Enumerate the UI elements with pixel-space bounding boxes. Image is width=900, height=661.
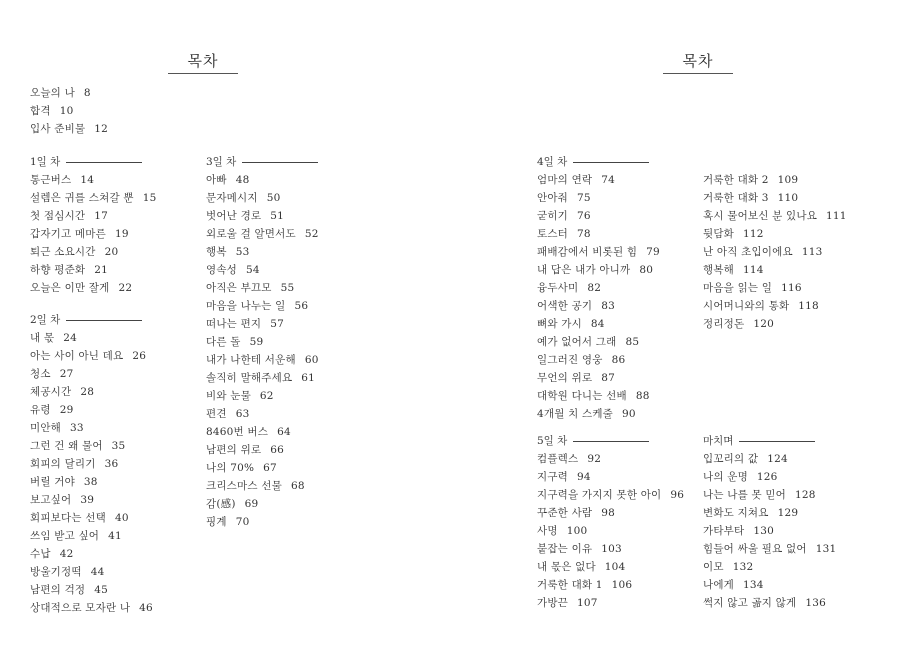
toc-entry[interactable] [30,120,108,138]
toc-entry[interactable] [537,369,660,387]
toc-entry-title: 영속성 [206,264,238,276]
toc-entry-page: 64 [277,426,291,438]
toc-entry-title: 마음을 나누는 일 [206,300,286,312]
section-label: 2일 차 [30,314,61,326]
toc-entry-page: 42 [59,548,74,560]
toc-entry-page: 132 [732,561,754,573]
toc-entry-page: 35 [111,440,126,452]
toc-entry-page: 50 [266,192,281,204]
toc-entry[interactable] [30,563,153,581]
toc-entry-title: 통근버스 [30,174,72,186]
toc-entry-title: 변화도 지쳐요 [703,507,769,519]
toc-entry-page: 109 [777,174,799,186]
toc-entry-page: 41 [108,530,122,542]
toc-entry[interactable] [30,207,156,225]
right-title-underline [663,73,733,74]
toc-entry-title: 미안해 [30,422,62,434]
toc-entry-title: 방울기정떡 [30,566,82,578]
toc-entry[interactable] [537,333,660,351]
toc-entry-title: 입꼬리의 값 [703,453,759,465]
toc-entry-page: 59 [249,336,264,348]
right-section-closing [703,432,836,612]
toc-entry-title: 다른 돌 [206,336,241,348]
section-label: 마치며 [703,435,734,447]
toc-entry[interactable] [537,243,660,261]
toc-entry-page: 53 [235,246,250,258]
toc-entry-page: 40 [114,512,129,524]
toc-entry[interactable] [30,225,156,243]
toc-entry-title: 지구력 [537,471,569,483]
toc-entry-title: 상대적으로 모자란 나 [30,602,131,614]
toc-entry-page: 46 [139,602,153,614]
toc-entry[interactable] [537,450,684,468]
toc-entry-title: 편견 [206,408,227,420]
toc-entry-title: 컴플렉스 [537,453,579,465]
toc-entry-page: 60 [304,354,319,366]
toc-entry-page: 130 [753,525,775,537]
toc-entry-title: 버릴 거야 [30,476,75,488]
toc-entry-title: 썩지 않고 곪지 않게 [703,597,797,609]
toc-entry-title: 지구력을 가지지 못한 아이 [537,489,662,501]
toc-entry-page: 118 [798,300,819,312]
toc-entry[interactable] [703,540,836,558]
right-page-title: 목차 [682,52,714,70]
toc-entry-title: 나는 나를 못 믿어 [703,489,787,501]
toc-entry-title: 쓰임 받고 싶어 [30,530,100,542]
toc-entry-title: 청소 [30,368,51,380]
toc-entry-page: 15 [142,192,157,204]
toc-entry[interactable] [206,261,319,279]
toc-entry[interactable] [537,207,660,225]
toc-entry-page: 84 [590,318,605,330]
toc-entry-title: 비와 눈물 [206,390,251,402]
section-rule [739,441,815,442]
toc-entry-title: 오늘은 이만 잘게 [30,282,110,294]
toc-entry[interactable] [703,450,836,468]
toc-entry-title: 남편의 걱정 [30,584,86,596]
toc-entry-page: 120 [753,318,775,330]
toc-entry-page: 67 [263,462,277,474]
toc-entry-title: 힘들어 싸울 필요 없어 [703,543,807,555]
toc-entry-page: 111 [826,210,847,222]
toc-entry[interactable] [703,468,836,486]
toc-entry[interactable] [30,189,156,207]
toc-entry[interactable] [703,315,847,333]
section-label: 3일 차 [206,156,237,168]
toc-entry-title: 토스터 [537,228,569,240]
toc-entry-title: 크리스마스 선물 [206,480,282,492]
toc-entry-page: 56 [294,300,309,312]
toc-entry[interactable] [30,491,153,509]
toc-entry[interactable] [206,207,319,225]
toc-entry-title: 안아줘 [537,192,569,204]
toc-entry-page: 29 [59,404,74,416]
toc-entry[interactable] [206,225,319,243]
toc-entry-page: 110 [777,192,799,204]
section-rule [573,441,649,442]
toc-entry[interactable] [703,297,847,315]
toc-entry-title: 혹시 물어보신 분 있나요 [703,210,818,222]
toc-entry-title: 어색한 공기 [537,300,593,312]
toc-entry-title: 내 답은 내가 아니까 [537,264,631,276]
toc-entry-page: 86 [611,354,626,366]
toc-entry-title: 핑계 [206,516,227,528]
toc-entry-title: 솔직히 말해주세요 [206,372,293,384]
toc-entry-page: 113 [801,246,823,258]
toc-entry-page: 33 [70,422,84,434]
toc-entry[interactable] [30,102,108,120]
toc-entry-page: 76 [577,210,591,222]
toc-entry-page: 98 [601,507,616,519]
left-section-day2 [30,311,153,617]
toc-entry-title: 벗어난 경로 [206,210,262,222]
toc-entry[interactable] [30,473,153,491]
toc-entry-page: 90 [622,408,636,420]
toc-entry-title: 수납 [30,548,51,560]
toc-entry-title: 갑자기고 메마른 [30,228,106,240]
section-rule [66,162,142,163]
toc-entry[interactable] [703,486,836,504]
section-heading [30,311,153,329]
toc-entry[interactable] [703,279,847,297]
toc-entry-title: 그런 건 왜 물어 [30,440,103,452]
toc-entry[interactable] [537,225,660,243]
toc-entry[interactable] [703,171,847,189]
toc-entry-page: 96 [670,489,685,501]
toc-entry-page: 68 [290,480,305,492]
toc-entry[interactable] [703,189,847,207]
section-rule [573,162,649,163]
section-heading [537,153,660,171]
toc-entry[interactable] [30,84,108,102]
left-page-title: 목차 [187,52,219,70]
toc-entry-page: 88 [635,390,650,402]
toc-entry-title: 이모 [703,561,724,573]
section-heading [206,153,319,171]
toc-entry-page: 55 [280,282,295,294]
toc-entry[interactable] [206,423,319,441]
toc-entry[interactable] [206,387,319,405]
toc-entry[interactable] [206,297,319,315]
toc-entry-title: 합격 [30,105,51,117]
left-section-day1 [30,153,156,297]
toc-entry-page: 129 [777,507,799,519]
toc-entry[interactable] [537,576,684,594]
toc-entry[interactable] [703,594,836,612]
toc-entry-title: 회피의 달리기 [30,458,96,470]
toc-entry[interactable] [206,279,319,297]
toc-entry[interactable] [30,347,153,365]
toc-entry-title: 마음을 읽는 일 [703,282,773,294]
toc-entry-title: 떠나는 편지 [206,318,262,330]
toc-entry-page: 20 [104,246,119,258]
toc-entry-title: 대학원 다니는 선배 [537,390,627,402]
toc-entry-title: 거룩한 대화 2 [703,174,769,186]
toc-entry-page: 126 [756,471,778,483]
toc-entry-page: 27 [59,368,74,380]
toc-entry-title: 체공시간 [30,386,72,398]
toc-entry-page: 94 [577,471,591,483]
toc-entry-page: 82 [587,282,602,294]
toc-entry[interactable] [537,540,684,558]
toc-entry-title: 첫 점심시간 [30,210,86,222]
toc-entry[interactable] [30,401,153,419]
toc-entry[interactable] [703,504,836,522]
toc-entry-page: 70 [235,516,250,528]
toc-entry[interactable] [206,405,319,423]
section-heading [30,153,156,171]
toc-entry[interactable] [30,437,153,455]
toc-entry-page: 38 [83,476,98,488]
toc-entry-title: 패배감에서 비롯된 힘 [537,246,638,258]
toc-entry-page: 17 [94,210,109,222]
toc-entry-title: 오늘의 나 [30,87,75,99]
toc-entry[interactable] [703,522,836,540]
toc-entry-page: 79 [646,246,660,258]
toc-entry-page: 66 [270,444,285,456]
toc-entry-title: 일그러진 영웅 [537,354,603,366]
toc-entry-page: 116 [781,282,802,294]
toc-entry-page: 62 [259,390,274,402]
toc-entry-title: 회피보다는 선택 [30,512,106,524]
section-label: 4일 차 [537,156,568,168]
toc-entry[interactable] [537,594,684,612]
toc-entry-title: 입사 준비물 [30,123,86,135]
toc-entry-title: 퇴근 소요시간 [30,246,96,258]
toc-entry-page: 124 [767,453,788,465]
toc-entry-page: 22 [118,282,133,294]
toc-entry[interactable] [537,468,684,486]
toc-entry-title: 정리정돈 [703,318,745,330]
toc-entry-title: 무언의 위로 [537,372,593,384]
right-section-day4 [537,153,660,423]
toc-entry-title: 아는 사이 아닌 데요 [30,350,124,362]
toc-entry-title: 가타부타 [703,525,745,537]
toc-entry-page: 92 [587,453,602,465]
toc-entry-title: 나의 70% [206,462,255,474]
toc-entry-page: 12 [94,123,109,135]
toc-entry[interactable] [537,351,660,369]
toc-entry[interactable] [30,329,153,347]
toc-entry-title: 나에게 [703,579,735,591]
toc-entry-page: 75 [577,192,591,204]
toc-entry[interactable] [30,243,156,261]
left-title-underline [168,73,238,74]
toc-entry-page: 14 [80,174,95,186]
toc-entry-title: 설렘은 귀를 스쳐갈 뿐 [30,192,134,204]
toc-entry-page: 21 [94,264,109,276]
toc-entry[interactable] [703,261,847,279]
toc-entry[interactable] [30,581,153,599]
section-heading [703,432,836,450]
toc-entry-title: 내가 나한테 서운해 [206,354,296,366]
toc-entry-page: 10 [59,105,74,117]
toc-entry[interactable] [703,225,847,243]
toc-entry[interactable] [30,509,153,527]
toc-entry[interactable] [537,558,684,576]
toc-entry-page: 39 [80,494,95,506]
right-section-continued [703,171,847,333]
toc-entry-page: 51 [270,210,285,222]
toc-entry-title: 감(感) [206,498,236,510]
toc-entry-title: 행복해 [703,264,735,276]
toc-entry[interactable] [206,513,319,531]
toc-entry[interactable] [206,477,319,495]
section-label: 5일 차 [537,435,568,447]
toc-entry-title: 가방끈 [537,597,569,609]
section-heading [537,432,684,450]
toc-entry-title: 내 몫은 없다 [537,561,596,573]
toc-entry-page: 36 [104,458,119,470]
toc-entry[interactable] [537,315,660,333]
left-intro-list [30,84,108,138]
toc-entry-title: 거룩한 대화 3 [703,192,769,204]
toc-entry[interactable] [537,522,684,540]
toc-entry-title: 내 몫 [30,332,55,344]
toc-entry[interactable] [703,576,836,594]
toc-entry-title: 굳히기 [537,210,569,222]
toc-entry[interactable] [30,365,153,383]
toc-entry[interactable] [537,405,660,423]
toc-entry[interactable] [537,486,684,504]
toc-entry-page: 78 [577,228,591,240]
toc-entry[interactable] [537,504,684,522]
toc-entry-title: 뼈와 가시 [537,318,582,330]
toc-entry-title: 남편의 위로 [206,444,262,456]
toc-entry-page: 48 [235,174,250,186]
toc-entry-title: 예가 없어서 그래 [537,336,617,348]
toc-entry-page: 57 [270,318,285,330]
toc-entry[interactable] [206,243,319,261]
toc-entry[interactable] [537,387,660,405]
toc-entry-page: 61 [301,372,316,384]
toc-entry[interactable] [30,279,156,297]
section-rule [242,162,318,163]
section-rule [66,320,142,321]
toc-entry-title: 나의 운명 [703,471,748,483]
toc-entry-page: 52 [304,228,319,240]
toc-entry-page: 8 [83,87,91,99]
toc-entry[interactable] [30,545,153,563]
toc-entry-page: 28 [80,386,95,398]
toc-entry-page: 112 [743,228,764,240]
toc-entry[interactable] [206,171,319,189]
toc-entry-title: 유령 [30,404,51,416]
toc-entry-page: 26 [132,350,147,362]
toc-entry-title: 문자메시지 [206,192,258,204]
toc-entry-title: 거룩한 대화 1 [537,579,603,591]
toc-entry-title: 엄마의 연락 [537,174,593,186]
toc-entry-page: 80 [639,264,654,276]
toc-entry[interactable] [537,171,660,189]
right-section-day5 [537,432,684,612]
toc-entry-page: 100 [566,525,588,537]
toc-entry-title: 붙잡는 이유 [537,543,593,555]
toc-entry[interactable] [206,189,319,207]
toc-entry-page: 131 [815,543,837,555]
toc-entry-title: 난 아직 초입이에요 [703,246,793,258]
toc-entry-page: 134 [743,579,764,591]
toc-entry[interactable] [537,189,660,207]
toc-entry-title: 행복 [206,246,227,258]
toc-entry-title: 아빠 [206,174,227,186]
toc-entry-title: 4개월 치 스케줄 [537,408,614,420]
toc-entry-page: 69 [244,498,259,510]
toc-entry[interactable] [703,558,836,576]
toc-entry[interactable] [206,351,319,369]
toc-entry-page: 85 [625,336,640,348]
toc-entry[interactable] [206,441,319,459]
section-label: 1일 차 [30,156,61,168]
toc-entry[interactable] [537,279,660,297]
toc-entry[interactable] [30,383,153,401]
toc-entry[interactable] [206,369,319,387]
toc-entry-title: 하향 평준화 [30,264,86,276]
toc-entry-page: 74 [601,174,616,186]
toc-entry-page: 128 [795,489,816,501]
toc-entry-title: 보고싶어 [30,494,72,506]
toc-entry-page: 107 [577,597,598,609]
toc-entry-page: 136 [805,597,827,609]
toc-entry[interactable] [206,333,319,351]
toc-entry[interactable] [30,599,153,617]
toc-entry-page: 106 [611,579,633,591]
toc-entry[interactable] [30,171,156,189]
toc-entry-page: 63 [235,408,250,420]
toc-entry-title: 사명 [537,525,558,537]
toc-entry-page: 54 [246,264,260,276]
toc-entry-page: 44 [90,566,105,578]
toc-entry-page: 83 [601,300,616,312]
toc-entry-page: 103 [601,543,622,555]
toc-entry[interactable] [30,261,156,279]
toc-entry-page: 104 [604,561,626,573]
toc-entry-title: 꾸준한 사람 [537,507,593,519]
toc-entry-page: 24 [63,332,77,344]
toc-entry[interactable] [703,207,847,225]
toc-entry[interactable] [30,419,153,437]
toc-entry-title: 융두사미 [537,282,579,294]
toc-entry[interactable] [30,455,153,473]
toc-entry-page: 19 [114,228,129,240]
toc-entry[interactable] [537,261,660,279]
toc-entry-page: 87 [601,372,616,384]
toc-entry-title: 시어머니와의 통화 [703,300,790,312]
toc-entry-page: 114 [743,264,764,276]
toc-entry[interactable] [703,243,847,261]
toc-entry[interactable] [206,315,319,333]
toc-entry[interactable] [30,527,153,545]
toc-entry-page: 45 [94,584,109,596]
toc-entry[interactable] [206,495,319,513]
toc-entry-title: 8460번 버스 [206,426,269,438]
toc-entry[interactable] [206,459,319,477]
toc-entry-title: 아직은 부끄모 [206,282,272,294]
toc-entry-title: 뒷담화 [703,228,735,240]
toc-entry[interactable] [537,297,660,315]
toc-entry-title: 외로울 걸 알면서도 [206,228,296,240]
left-section-day3 [206,153,319,531]
